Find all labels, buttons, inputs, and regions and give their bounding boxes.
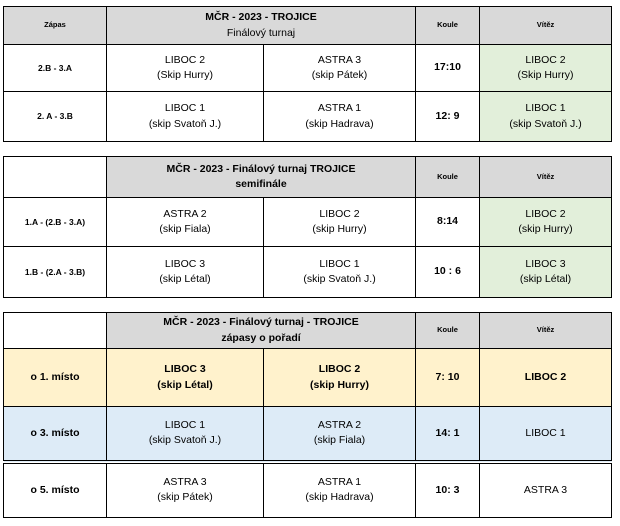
score-cell: 7: 10 (416, 349, 480, 407)
header-zapas: Zápas (4, 7, 107, 45)
team-skip: (skip Hurry) (312, 223, 367, 235)
table-row (4, 407, 612, 462)
score-cell: 10 : 6 (416, 247, 480, 298)
team2-cell (264, 462, 416, 518)
team2-cell (264, 45, 416, 92)
team-name: LIBOC 2 (319, 207, 360, 220)
team-name: LIBOC 1 (319, 257, 360, 270)
table-row (4, 349, 612, 407)
title-line-1: MČR - 2023 - Finálový turnaj TROJICE (166, 162, 356, 175)
team-name: LIBOC 2 (525, 207, 566, 220)
team1-cell (107, 45, 264, 92)
score-cell: 17:10 (416, 45, 480, 92)
winner-cell (480, 198, 612, 247)
table-title (107, 7, 416, 45)
team-name: ASTRA 1 (317, 476, 362, 489)
match-label: 1.A - (2.B - 3.A) (4, 198, 107, 247)
team2-cell (264, 92, 416, 142)
score-cell: 14: 1 (416, 407, 480, 462)
match-label: 2.B - 3.A (4, 45, 107, 92)
team1-cell (107, 92, 264, 142)
team2-cell (264, 247, 416, 298)
score-cell: 8:14 (416, 198, 480, 247)
placement-table (3, 312, 612, 518)
team-name: ASTRA 3 (317, 53, 362, 66)
team2-cell (264, 349, 416, 407)
match-label: o 3. místo (4, 407, 107, 462)
team-skip: (skip Létal) (159, 273, 211, 285)
header-blank-cell (4, 313, 107, 349)
team-name: LIBOC 3 (525, 257, 566, 270)
team-skip: (skip Pátek) (311, 69, 368, 81)
team2-cell (264, 407, 416, 462)
team2-cell (264, 198, 416, 247)
team-name: LIBOC 2 (164, 53, 206, 66)
team-skip: (skip Fiala) (159, 223, 211, 235)
team-skip: (skip Létal) (519, 273, 572, 285)
team-skip: (skip Hurry) (310, 378, 369, 391)
match-label: o 5. místo (4, 462, 107, 518)
table-row (4, 92, 612, 142)
title-line-2: semifinále (235, 178, 287, 190)
table-row (4, 247, 612, 298)
team-skip: (skip Svatoň J.) (509, 117, 582, 130)
title-line-2: Finálový turnaj (226, 26, 296, 39)
header-blank-cell (4, 157, 107, 198)
table-title (107, 313, 416, 349)
team-skip: (Skip Hurry) (517, 69, 574, 81)
title-line-1: MČR - 2023 - Finálový turnaj - TROJICE (163, 316, 359, 329)
team-skip: (skip Svatoň J.) (148, 434, 222, 447)
title-line-2: zápasy o pořadí (221, 331, 301, 344)
table-title (107, 157, 416, 198)
team-skip: (Skip Hurry) (156, 69, 213, 81)
table-row (4, 462, 612, 518)
winner-cell (480, 45, 612, 92)
team-name: LIBOC 3 (164, 257, 206, 270)
winner-cell (480, 92, 612, 142)
title-line-1: MČR - 2023 - TROJICE (205, 11, 317, 24)
final-tournament-table (3, 6, 612, 142)
team-name: ASTRA 2 (163, 207, 207, 220)
team1-cell (107, 247, 264, 298)
table-row (4, 198, 612, 247)
team-skip: (skip Hadrava) (305, 117, 374, 130)
header-vitez: Vítěz (480, 313, 612, 349)
team1-cell (107, 198, 264, 247)
team-skip: (skip Svatoň J.) (303, 273, 376, 285)
header-row (4, 313, 612, 349)
team-name: LIBOC 3 (164, 363, 206, 376)
team-skip: (skip Pátek) (157, 491, 213, 504)
header-vitez: Vítěz (480, 7, 612, 45)
header-row (4, 157, 612, 198)
team-name: LIBOC 1 (164, 419, 206, 432)
team-skip: (skip Hadrava) (305, 491, 374, 504)
team-name: LIBOC 1 (164, 102, 206, 115)
semifinal-table (3, 156, 612, 298)
header-vitez: Vítěz (480, 157, 612, 198)
match-label: o 1. místo (4, 349, 107, 407)
match-label: 1.B - (2.A - 3.B) (4, 247, 107, 298)
team1-cell (107, 407, 264, 462)
table-row (4, 45, 612, 92)
team-name: ASTRA 1 (317, 102, 362, 115)
team-name: ASTRA 3 (163, 476, 207, 489)
winner-cell: LIBOC 2 (480, 349, 612, 407)
team-name: LIBOC 2 (318, 363, 361, 376)
winner-cell: ASTRA 3 (480, 462, 612, 518)
team-skip: (skip Hurry) (518, 223, 573, 235)
header-koule: Koule (416, 313, 480, 349)
team-name: ASTRA 2 (317, 419, 362, 432)
team-skip: (skip Fiala) (313, 434, 366, 447)
team-skip: (skip Svatoň J.) (148, 117, 222, 130)
winner-cell (480, 247, 612, 298)
team1-cell (107, 462, 264, 518)
team-name: LIBOC 2 (525, 53, 566, 66)
team-name: LIBOC 1 (525, 102, 566, 115)
team1-cell (107, 349, 264, 407)
header-koule: Koule (416, 157, 480, 198)
header-row (4, 7, 612, 45)
match-label: 2. A - 3.B (4, 92, 107, 142)
score-cell: 12: 9 (416, 92, 480, 142)
team-skip: (skip Létal) (157, 378, 213, 391)
score-cell: 10: 3 (416, 462, 480, 518)
header-koule: Koule (416, 7, 480, 45)
winner-cell: LIBOC 1 (480, 407, 612, 462)
